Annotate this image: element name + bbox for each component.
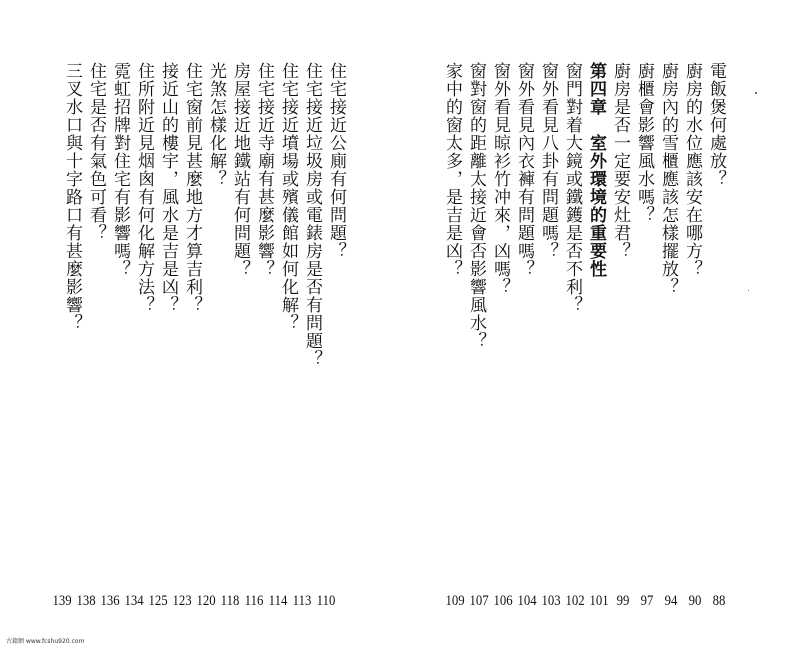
toc-entry: 廚房是否一定要安灶君？	[610, 62, 630, 260]
page-number: 113	[292, 593, 312, 609]
page-number: 123	[172, 593, 192, 609]
toc-entry: 三叉水口與十字路口有甚麼影響？	[62, 62, 82, 332]
page-number: 118	[220, 593, 240, 609]
page-number: 120	[196, 593, 216, 609]
toc-entry: 家中的窗太多，是吉是凶？	[442, 62, 462, 278]
page-number: 110	[316, 593, 336, 609]
toc-entry: 住所附近見烟囪有何化解方法？	[134, 62, 154, 314]
toc-entry: 霓虹招牌對住宅有影響嗎？	[110, 62, 130, 278]
toc-entry: 住宅接近寺廟有甚麼影響？	[254, 62, 274, 278]
toc-entry: 廚房的水位應該安在哪方？	[682, 62, 702, 278]
toc-entry: 房屋接近地鐵站有何問題？	[230, 62, 250, 278]
toc-entry: 窗外看見八卦有問題嗎？	[538, 62, 558, 260]
page-number: 102	[565, 593, 585, 609]
page-number: 99	[616, 593, 630, 609]
page-number: 114	[268, 593, 288, 609]
chapter-heading: 第四章 室外環境的重要性	[586, 62, 606, 278]
toc-entry: 窗對窗的距離太接近會否影響風水？	[466, 62, 486, 350]
page-number: 134	[124, 593, 144, 609]
page-number: 101	[589, 593, 609, 609]
page-number: 136	[100, 593, 120, 609]
scan-speck	[748, 290, 749, 291]
toc-entry: 住宅窗前見甚麼地方才算吉利？	[182, 62, 202, 314]
toc-entry: 窗外看見晾衫竹冲來，凶嗎？	[490, 62, 510, 296]
toc-entry: 廚櫃會影響風水嗎？	[634, 62, 654, 224]
toc-entry: 住宅接近公廁有何問題？	[326, 62, 346, 260]
page-number: 138	[76, 593, 96, 609]
toc-entry: 住宅接近垃圾房或電錶房是否有問題？	[302, 62, 322, 368]
page-number: 116	[244, 593, 264, 609]
toc-entry: 光煞怎樣化解？	[206, 62, 226, 188]
page-number: 97	[640, 593, 654, 609]
page-number: 106	[493, 593, 513, 609]
page-number: 107	[469, 593, 489, 609]
page-number: 88	[712, 593, 726, 609]
watermark: 古籍網 www.fcshu920.com	[6, 638, 85, 645]
toc-entry: 廚房內的雪櫃應該怎樣擺放？	[658, 62, 678, 296]
page-number: 103	[541, 593, 561, 609]
page-number: 109	[445, 593, 465, 609]
toc-entry: 住宅是否有氣色可看？	[86, 62, 106, 242]
toc-entry: 窗外看見內衣褲有問題嗎？	[514, 62, 534, 278]
toc-entry: 住宅接近墳場或殯儀館如何化解？	[278, 62, 298, 332]
toc-entry: 接近山的樓宇，風水是吉是凶？	[158, 62, 178, 314]
page-number: 125	[148, 593, 168, 609]
scan-speck	[755, 92, 757, 94]
page-number: 94	[664, 593, 678, 609]
toc-entry: 電飯煲何處放？	[706, 62, 726, 188]
page-number: 90	[688, 593, 702, 609]
toc-entry: 窗門對着大鏡或鐵鑊是否不利？	[562, 62, 582, 314]
page-number: 139	[52, 593, 72, 609]
page-number: 104	[517, 593, 537, 609]
